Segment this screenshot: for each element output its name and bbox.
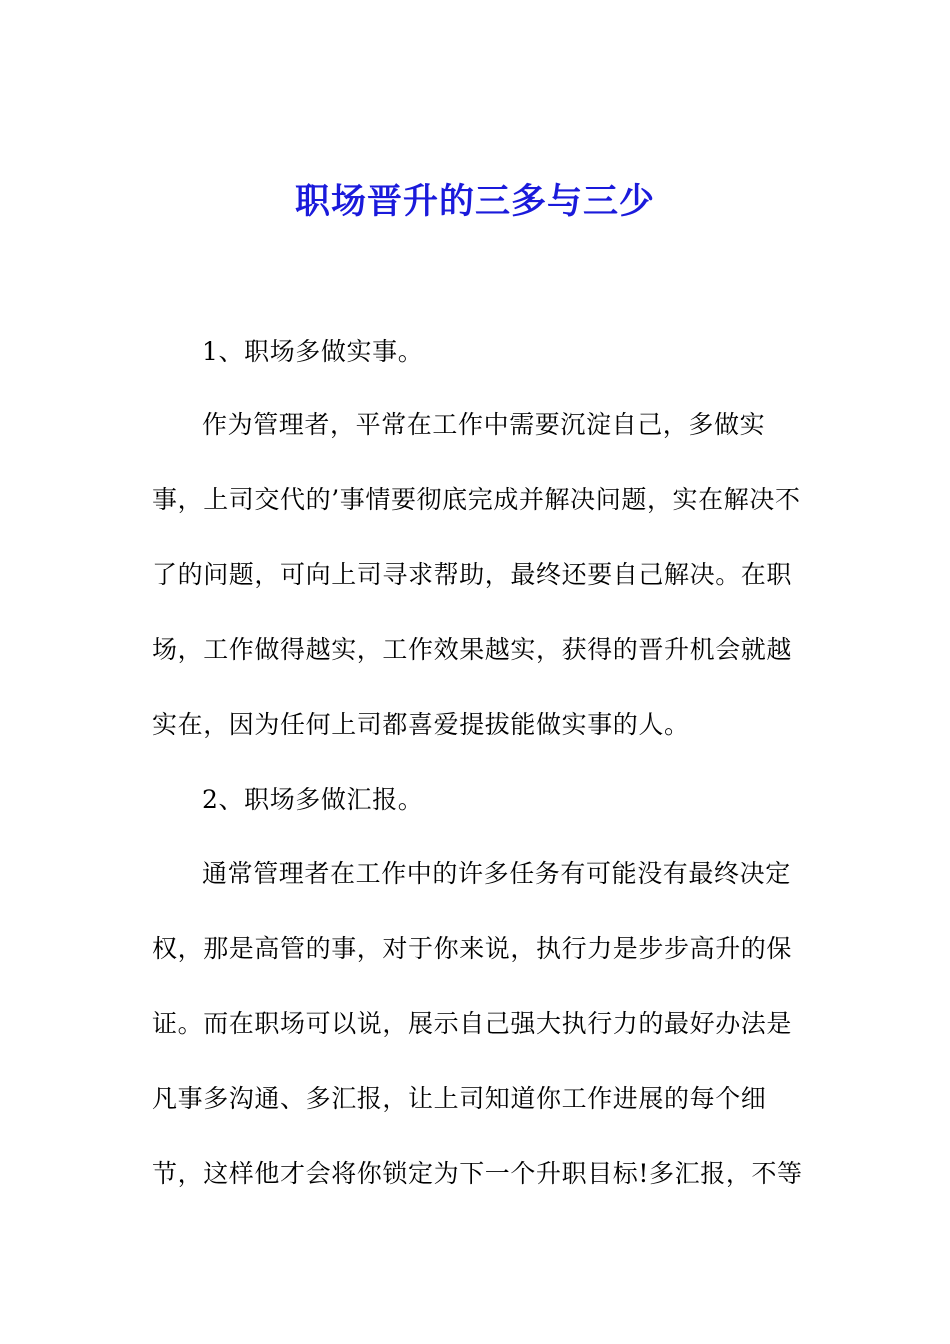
section-heading-1: 1、职场多做实事。: [202, 337, 424, 366]
page-title: 职场晋升的三多与三少: [294, 182, 655, 222]
paragraph-line: 场，工作做得越实，工作效果越实，获得的晋升机会就越: [152, 635, 793, 664]
paragraph-line: 作为管理者，平常在工作中需要沉淀自己，多做实: [202, 410, 766, 439]
paragraph-line: 事，上司交代的’事情要彻底完成并解决问题，实在解决不: [152, 485, 801, 514]
paragraph-line: 通常管理者在工作中的许多任务有可能没有最终决定: [202, 859, 791, 888]
paragraph-line: 节，这样他才会将你锁定为下一个升职目标!多汇报，不等: [152, 1159, 803, 1188]
paragraph-line: 了的问题，可向上司寻求帮助，最终还要自己解决。在职: [152, 560, 793, 589]
paragraph-line: 证。而在职场可以说，展示自己强大执行力的最好办法是: [152, 1009, 793, 1038]
paragraph-line: 实在，因为任何上司都喜爱提拔能做实事的人。: [152, 710, 690, 739]
section-heading-2: 2、职场多做汇报。: [202, 785, 424, 814]
paragraph-line: 凡事多沟通、多汇报，让上司知道你工作进展的每个细: [152, 1084, 767, 1113]
paragraph-line: 权，那是高管的事，对于你来说，执行力是步步高升的保: [152, 934, 793, 963]
